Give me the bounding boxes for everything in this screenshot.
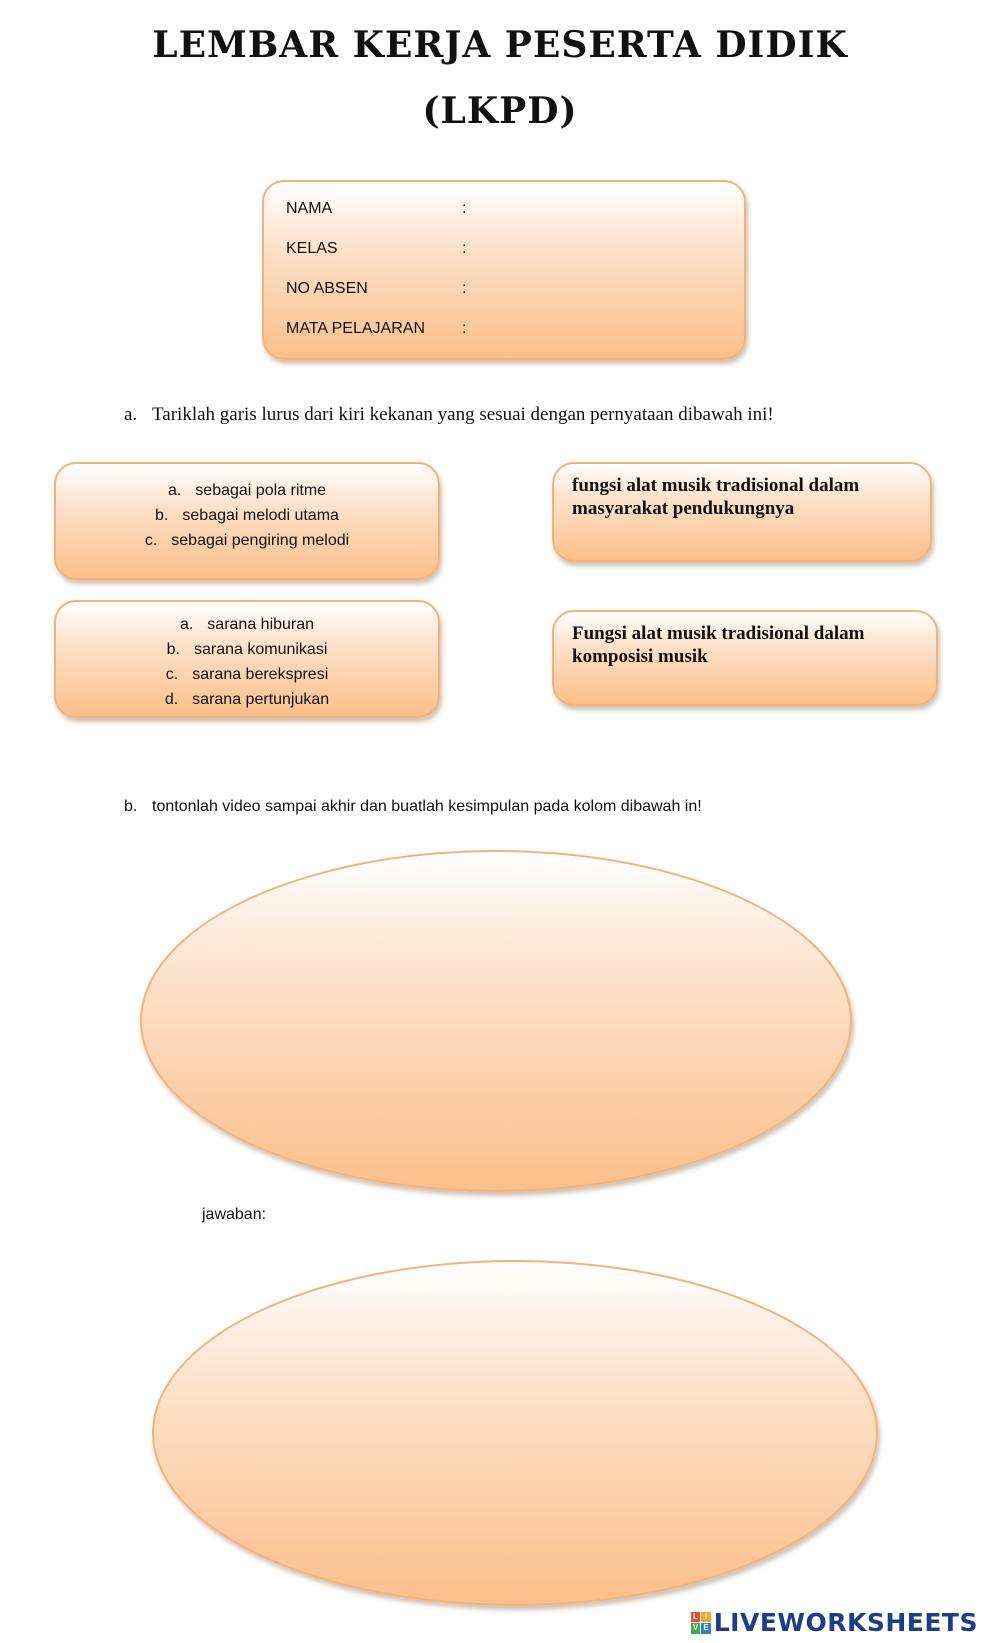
option-list xyxy=(56,478,438,553)
section-b-text: tontonlah video sampai akhir dan buatlah kesimpulan pada kolom dibawah in! xyxy=(152,798,702,815)
identity-label: NAMA xyxy=(286,200,333,217)
identity-separator: : xyxy=(462,280,467,297)
identity-label: NO ABSEN xyxy=(286,280,368,297)
identity-row-no-absen xyxy=(286,280,466,298)
section-a-text: Tariklah garis lurus dari kiri kekanan yang sesuai dengan pernyataan dibawah ini! xyxy=(152,404,774,425)
identity-separator: : xyxy=(462,240,467,257)
worksheet-subtitle: (LKPD) xyxy=(422,90,578,132)
identity-label: MATA PELAJARAN xyxy=(286,320,425,337)
match-left-box-1[interactable] xyxy=(54,462,440,580)
list-item: c. sarana berekspresi xyxy=(165,666,329,683)
answer-ellipse-2[interactable] xyxy=(152,1260,878,1606)
match-right-box-2[interactable] xyxy=(552,610,938,706)
list-item: a. sarana hiburan xyxy=(179,616,315,633)
match-right-box-1[interactable] xyxy=(552,462,932,562)
identity-row-kelas xyxy=(286,240,466,258)
answer-label: jawaban: xyxy=(202,1206,267,1223)
section-b-number: b. xyxy=(124,798,138,815)
list-item: b. sarana komunikasi xyxy=(166,641,328,658)
identity-separator: : xyxy=(462,320,467,337)
list-item: d. sarana pertunjukan xyxy=(164,691,330,708)
statement-text: Fungsi alat musik tradisional dalam komposisi musik xyxy=(572,623,865,667)
statement-text: fungsi alat musik tradisional dalam masyarakat pendukungnya xyxy=(572,475,860,519)
worksheet-title: LEMBAR KERJA PESERTA DIDIK xyxy=(152,24,848,66)
section-b-instruction xyxy=(124,798,702,816)
identity-row-mata-pelajaran xyxy=(286,320,466,338)
match-left-box-2[interactable] xyxy=(54,600,440,718)
list-item: b. sebagai melodi utama xyxy=(155,507,339,524)
liveworksheets-logo xyxy=(691,1608,978,1637)
section-a-instruction xyxy=(124,402,904,428)
identity-row-nama xyxy=(286,200,466,218)
identity-box xyxy=(262,180,746,360)
list-item: a. sebagai pola ritme xyxy=(167,482,327,499)
option-list xyxy=(56,612,438,712)
answer-ellipse-1[interactable] xyxy=(140,850,852,1192)
identity-separator: : xyxy=(462,200,467,217)
brand-text: LIVEWORKSHEETS xyxy=(713,1608,978,1637)
identity-label: KELAS xyxy=(286,240,338,257)
list-item: c. sebagai pengiring melodi xyxy=(144,532,350,549)
section-a-number: a. xyxy=(124,404,138,425)
logo-badge-icon: L I V E xyxy=(691,1612,711,1634)
